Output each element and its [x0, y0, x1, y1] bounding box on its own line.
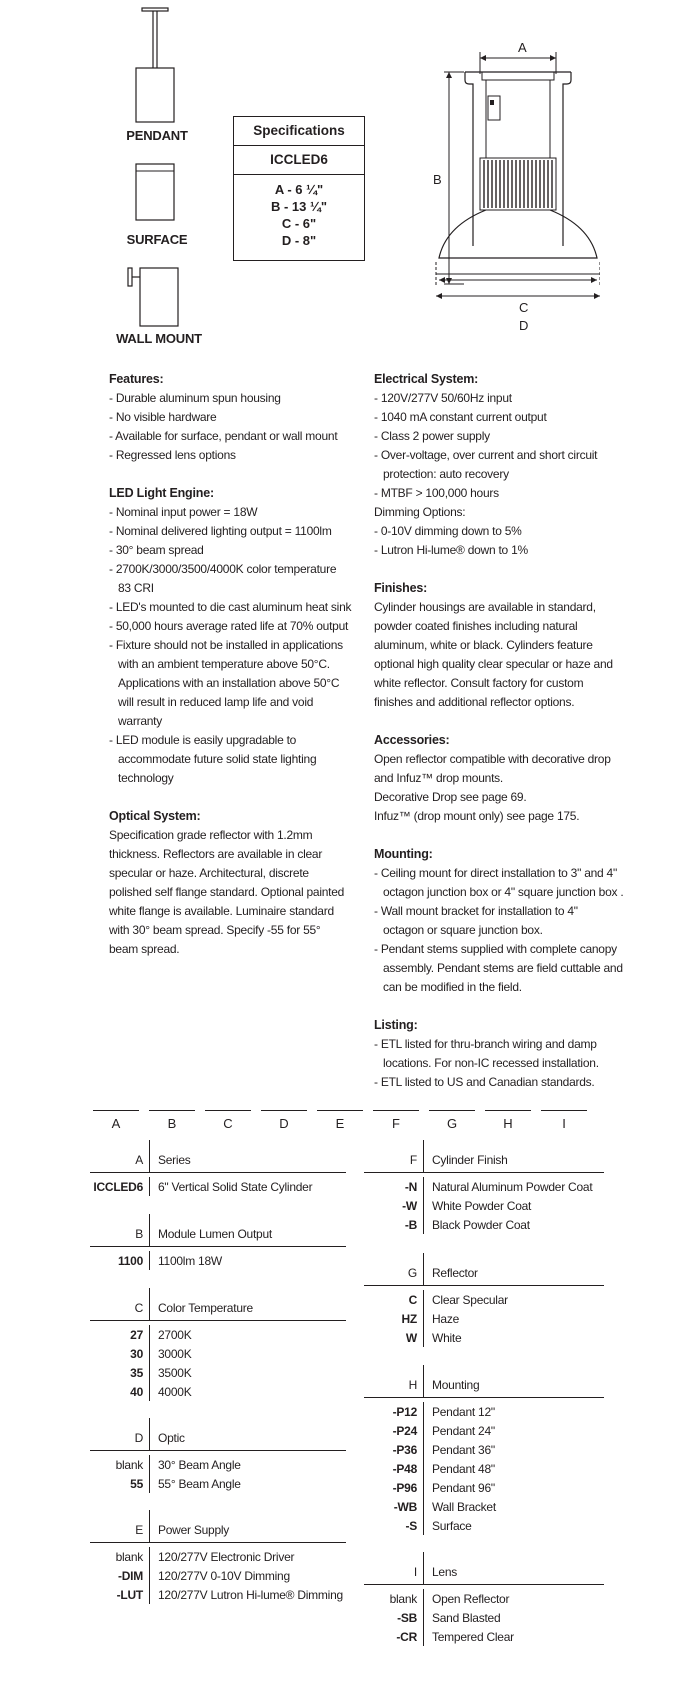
- mounting-item: - Ceiling mount for direct installation to 3" and 4" octagon junction box or 4" square junction box .: [374, 866, 624, 899]
- electrical-title: Electrical System:: [374, 372, 479, 386]
- group-code: F: [364, 1140, 424, 1172]
- group-name: Series: [158, 1153, 191, 1167]
- dimension-c: C - 6": [281, 216, 317, 231]
- group-name: Module Lumen Output: [158, 1227, 272, 1241]
- option-code: -P48: [364, 1459, 424, 1478]
- order-letter: D: [279, 1116, 289, 1131]
- option-code: -SB: [364, 1608, 424, 1627]
- option-row: [364, 1290, 604, 1309]
- order-group-f: [364, 1140, 604, 1234]
- dimming-item: - Lutron Hi-lume® down to 1%: [374, 543, 528, 557]
- finishes-text: Cylinder housings are available in standard, powder coated finishes including natural aluminum, white or black. Cylinders feature optional high quality clear specular or haze and white reflector. Consult factory for custom finishes and additional reflector options.: [374, 600, 613, 709]
- group-code: A: [90, 1140, 150, 1172]
- option-row: [364, 1196, 604, 1215]
- order-letter: I: [562, 1116, 566, 1131]
- group-code: H: [364, 1365, 424, 1397]
- order-letter: F: [392, 1116, 400, 1131]
- order-letter: A: [111, 1116, 121, 1131]
- option-code: ICCLED6: [90, 1177, 150, 1196]
- option-code: -S: [364, 1516, 424, 1535]
- dimming-item: - 0-10V dimming down to 5%: [374, 524, 522, 538]
- dimension-c-label: C: [519, 300, 529, 315]
- group-name: Lens: [432, 1565, 458, 1579]
- order-blank: [261, 1110, 307, 1111]
- order-group-a: [90, 1140, 346, 1196]
- option-row: [364, 1421, 604, 1440]
- option-row: [90, 1585, 346, 1604]
- option-row: [364, 1309, 604, 1328]
- order-blank: [485, 1110, 531, 1111]
- option-description: Haze: [432, 1311, 460, 1326]
- option-row: [364, 1177, 604, 1196]
- specifications-box: [233, 116, 365, 261]
- option-code: C: [364, 1290, 424, 1309]
- electrical-item: - MTBF > 100,000 hours: [374, 486, 499, 500]
- order-blank: [149, 1110, 195, 1111]
- option-description: Pendant 12": [432, 1404, 495, 1419]
- order-blank: [541, 1110, 587, 1111]
- group-code: E: [90, 1510, 150, 1542]
- order-blank: [317, 1110, 363, 1111]
- option-row: [364, 1627, 604, 1646]
- option-code: HZ: [364, 1309, 424, 1328]
- mounting-item: - Pendant stems supplied with complete canopy assembly. Pendant stems are field cuttable and can be modified in the field.: [374, 942, 623, 994]
- accessories-line: Open reflector compatible with decorative drop and Infuz™ drop mounts.: [374, 752, 611, 785]
- option-code: 55: [90, 1474, 150, 1493]
- option-row: [364, 1459, 604, 1478]
- features-title: Features:: [109, 372, 164, 386]
- option-code: 35: [90, 1363, 150, 1382]
- dimension-a-label: A: [518, 40, 527, 55]
- listing-item: - ETL listed for thru-branch wiring and damp locations. For non-IC recessed installation.: [374, 1037, 599, 1070]
- listing-item: - ETL listed to US and Canadian standards.: [374, 1075, 595, 1089]
- optical-title: Optical System:: [109, 809, 201, 823]
- right-text-column: [374, 370, 636, 1092]
- option-code: 1100: [90, 1251, 150, 1270]
- option-description: 2700K: [158, 1327, 192, 1342]
- specifications-model: ICCLED6: [234, 146, 364, 175]
- option-row: [90, 1363, 346, 1382]
- group-code: I: [364, 1552, 424, 1584]
- order-blank: [429, 1110, 475, 1111]
- option-row: [364, 1608, 604, 1627]
- option-description: 55° Beam Angle: [158, 1476, 241, 1491]
- optical-text: Specification grade reflector with 1.2mm thickness. Reflectors are available in clear specular or haze. Architectural, discrete polished self flange standard. Optional painted white flange is available. Luminaire standard with 30° beam spread. Specify -55 for 55° beam spread.: [109, 828, 345, 956]
- order-letter: C: [223, 1116, 233, 1131]
- electrical-item: - 120V/277V 50/60Hz input: [374, 391, 512, 405]
- order-group-e: [90, 1510, 346, 1604]
- led-engine-item: - Nominal input power = 18W: [109, 505, 258, 519]
- option-row: [90, 1382, 346, 1401]
- option-row: [90, 1455, 346, 1474]
- option-description: Black Powder Coat: [432, 1217, 530, 1232]
- option-description: 120/277V 0-10V Dimming: [158, 1568, 290, 1583]
- surface-fixture-icon: [134, 162, 178, 224]
- option-description: Pendant 36": [432, 1442, 495, 1457]
- option-row: [364, 1497, 604, 1516]
- dimension-b: B - 13 ¼": [270, 199, 328, 214]
- left-text-column: [109, 370, 359, 959]
- features-item: - Durable aluminum spun housing: [109, 391, 281, 405]
- option-description: Surface: [432, 1518, 472, 1533]
- accessories-line: Decorative Drop see page 69.: [374, 790, 527, 804]
- option-row: [364, 1328, 604, 1347]
- led-engine-title: LED Light Engine:: [109, 486, 214, 500]
- order-group-i: [364, 1552, 604, 1646]
- led-engine-item: - 50,000 hours average rated life at 70% output: [109, 619, 349, 633]
- features-item: - Regressed lens options: [109, 448, 236, 462]
- order-letter: E: [335, 1116, 345, 1131]
- option-description: White: [432, 1330, 462, 1345]
- group-code: B: [90, 1214, 150, 1246]
- order-group-h: [364, 1365, 604, 1535]
- option-row: [90, 1325, 346, 1344]
- option-description: Natural Aluminum Powder Coat: [432, 1179, 593, 1194]
- option-row: [364, 1440, 604, 1459]
- option-row: [90, 1251, 346, 1270]
- order-group-b: [90, 1214, 346, 1270]
- option-description: 4000K: [158, 1384, 192, 1399]
- option-description: Sand Blasted: [432, 1610, 501, 1625]
- order-blank: [93, 1110, 139, 1111]
- led-engine-item: - Fixture should not be installed in applications with an ambient temperature above 50°C. Applications with an installation above 50°C will result in reduced lamp life and void warranty: [109, 638, 343, 728]
- option-code: -LUT: [90, 1585, 150, 1604]
- order-letter: H: [503, 1116, 513, 1131]
- led-engine-item: - Nominal delivered lighting output = 1100lm: [109, 524, 332, 538]
- group-name: Reflector: [432, 1266, 478, 1280]
- option-code: blank: [90, 1547, 150, 1566]
- surface-label: SURFACE: [126, 232, 188, 247]
- order-group-c: [90, 1288, 346, 1401]
- option-code: -CR: [364, 1627, 424, 1646]
- pendant-label: PENDANT: [126, 128, 188, 143]
- option-row: [90, 1177, 346, 1196]
- option-row: [364, 1478, 604, 1497]
- electrical-item: - Class 2 power supply: [374, 429, 490, 443]
- option-code: 40: [90, 1382, 150, 1401]
- option-code: -P96: [364, 1478, 424, 1497]
- mounting-item: - Wall mount bracket for installation to 4" octagon or square junction box.: [374, 904, 578, 937]
- led-engine-item: - LED's mounted to die cast aluminum heat sink: [109, 600, 352, 614]
- wall-mount-fixture-icon: [126, 266, 182, 330]
- order-letter: B: [167, 1116, 177, 1131]
- option-description: White Powder Coat: [432, 1198, 532, 1213]
- option-row: [90, 1474, 346, 1493]
- finishes-title: Finishes:: [374, 581, 428, 595]
- order-blank: [373, 1110, 419, 1111]
- electrical-item: - 1040 mA constant current output: [374, 410, 547, 424]
- wall-mount-label: WALL MOUNT: [116, 331, 202, 346]
- led-engine-item: - LED module is easily upgradable to accommodate future solid state lighting technology: [109, 733, 317, 785]
- group-code: G: [364, 1253, 424, 1285]
- mounting-title: Mounting:: [374, 847, 433, 861]
- option-row: [90, 1547, 346, 1566]
- option-code: -N: [364, 1177, 424, 1196]
- option-description: Pendant 48": [432, 1461, 495, 1476]
- option-code: -P12: [364, 1402, 424, 1421]
- dimension-b-label: B: [433, 172, 442, 187]
- pendant-fixture-icon: [130, 6, 180, 124]
- option-code: -P36: [364, 1440, 424, 1459]
- listing-title: Listing:: [374, 1018, 418, 1032]
- order-group-d: [90, 1418, 346, 1493]
- group-name: Mounting: [432, 1378, 480, 1392]
- dimension-a: A - 6 ¼": [274, 182, 324, 197]
- option-row: [364, 1589, 604, 1608]
- option-description: 120/277V Lutron Hi-lume® Dimming: [158, 1587, 343, 1602]
- option-code: -B: [364, 1215, 424, 1234]
- option-code: blank: [364, 1589, 424, 1608]
- option-code: -WB: [364, 1497, 424, 1516]
- option-description: 30° Beam Angle: [158, 1457, 241, 1472]
- option-description: 3000K: [158, 1346, 192, 1361]
- option-code: blank: [90, 1455, 150, 1474]
- option-description: 120/277V Electronic Driver: [158, 1549, 295, 1564]
- order-group-g: [364, 1253, 604, 1347]
- option-description: 3500K: [158, 1365, 192, 1380]
- option-row: [364, 1516, 604, 1535]
- option-description: 1100lm 18W: [158, 1253, 222, 1268]
- group-name: Color Temperature: [158, 1301, 253, 1315]
- group-name: Power Supply: [158, 1523, 230, 1537]
- option-code: -P24: [364, 1421, 424, 1440]
- option-description: 6" Vertical Solid State Cylinder: [158, 1179, 313, 1194]
- option-row: [364, 1402, 604, 1421]
- accessories-line: Infuz™ (drop mount only) see page 175.: [374, 809, 580, 823]
- option-description: Open Reflector: [432, 1591, 510, 1606]
- option-row: [364, 1215, 604, 1234]
- dimension-d: D - 8": [281, 233, 317, 248]
- electrical-item: - Over-voltage, over current and short circuit protection: auto recovery: [374, 448, 598, 481]
- dimming-title: Dimming Options:: [374, 505, 466, 519]
- specifications-title: Specifications: [234, 117, 364, 146]
- group-code: D: [90, 1418, 150, 1450]
- group-code: C: [90, 1288, 150, 1320]
- group-name: Cylinder Finish: [432, 1153, 508, 1167]
- dimension-d-label: D: [519, 318, 529, 333]
- option-row: [90, 1566, 346, 1585]
- option-description: Tempered Clear: [432, 1629, 514, 1644]
- option-code: W: [364, 1328, 424, 1347]
- option-description: Clear Specular: [432, 1292, 508, 1307]
- group-name: Optic: [158, 1431, 185, 1445]
- fixture-dimension-drawing: [420, 36, 600, 336]
- features-item: - Available for surface, pendant or wall mount: [109, 429, 338, 443]
- option-code: -W: [364, 1196, 424, 1215]
- led-engine-item: - 2700K/3000/3500/4000K color temperature 83 CRI: [109, 562, 337, 595]
- option-code: -DIM: [90, 1566, 150, 1585]
- order-blank: [205, 1110, 251, 1111]
- led-engine-item: - 30° beam spread: [109, 543, 204, 557]
- features-item: - No visible hardware: [109, 410, 217, 424]
- option-code: 30: [90, 1344, 150, 1363]
- order-letter: G: [446, 1116, 458, 1131]
- accessories-title: Accessories:: [374, 733, 450, 747]
- option-description: Pendant 24": [432, 1423, 495, 1438]
- option-row: [90, 1344, 346, 1363]
- option-code: 27: [90, 1325, 150, 1344]
- option-description: Wall Bracket: [432, 1499, 496, 1514]
- option-description: Pendant 96": [432, 1480, 495, 1495]
